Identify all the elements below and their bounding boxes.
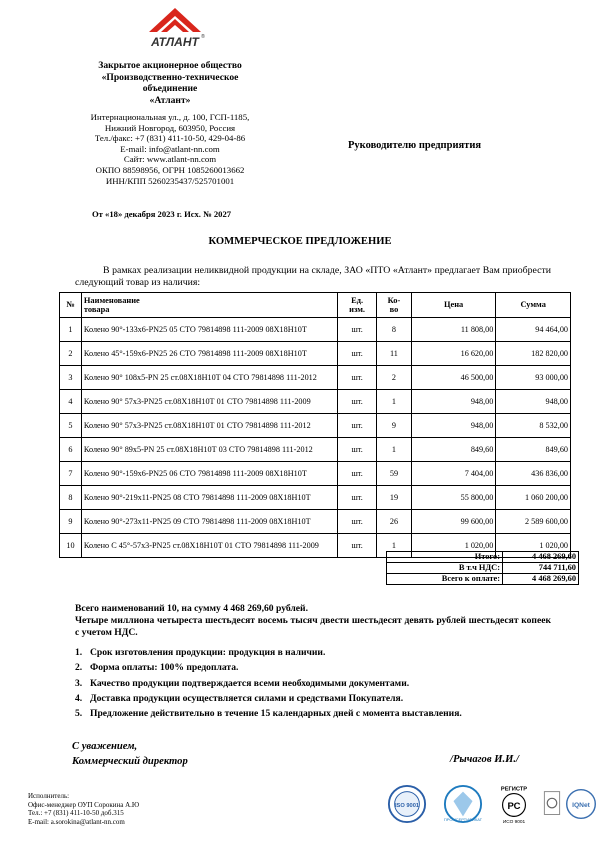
executor-email[interactable]: E-mail: a.sorokina@atlant-nn.com bbox=[28, 817, 125, 826]
company-line: Закрытое акционерное общество bbox=[98, 60, 242, 71]
cell-num: 2 bbox=[60, 342, 82, 366]
total-label: Итого: bbox=[387, 552, 503, 563]
address-line: Интернациональная ул., д. 100, ГСП-1185, bbox=[90, 112, 250, 122]
table-row bbox=[60, 414, 571, 438]
conditions-list bbox=[75, 647, 565, 723]
table-row bbox=[60, 390, 571, 414]
table-row bbox=[60, 510, 571, 534]
cell-sum: 1 060 200,00 bbox=[496, 486, 571, 510]
okpo-line: ОКПО 88598956, ОГРН 1085260013662 bbox=[95, 164, 245, 175]
cell-num: 8 bbox=[60, 486, 82, 510]
cell-unit: шт. bbox=[338, 318, 377, 342]
cell-unit: шт. bbox=[338, 510, 377, 534]
svg-text:РЕГИСТР: РЕГИСТР bbox=[500, 786, 528, 793]
svg-text:ПРОМСЕРТИФИКАТ: ПРОМСЕРТИФИКАТ bbox=[443, 817, 483, 823]
regards-text: С уважением, bbox=[72, 741, 138, 752]
cell-unit: шт. bbox=[338, 438, 377, 462]
vat-row bbox=[387, 563, 579, 574]
svg-text:ИСО 9001: ИСО 9001 bbox=[502, 820, 526, 824]
summary-total: Всего наименований 10, на сумму 4 468 269,60 рублей. bbox=[75, 603, 308, 614]
company-name bbox=[90, 60, 250, 106]
total-row bbox=[387, 552, 579, 563]
cell-name: Колено 90°-133х6-PN25 05 СТО 79814898 111-2009 08Х18Н10Т bbox=[81, 318, 337, 342]
cell-sum: 436 836,00 bbox=[496, 462, 571, 486]
header-price: Цена bbox=[411, 293, 495, 318]
cell-sum: 94 464,00 bbox=[496, 318, 571, 342]
condition-item: 1. Срок изготовления продукции: продукция в наличии. bbox=[75, 647, 326, 658]
signer-position: Коммерческий директор bbox=[72, 756, 188, 767]
condition-item: 4. Доставка продукции осуществляется силами и средствами Покупателя. bbox=[75, 692, 404, 704]
address-line: Нижний Новгород, 603950, Россия bbox=[104, 122, 236, 133]
due-row bbox=[387, 574, 579, 585]
cell-unit: шт. bbox=[338, 366, 377, 390]
header-sum: Сумма bbox=[496, 293, 571, 318]
cell-num: 5 bbox=[60, 414, 82, 438]
cell-num: 1 bbox=[60, 318, 82, 342]
total-value: 4 468 269,60 bbox=[503, 552, 579, 563]
executor-phone: Тел.: +7 (831) 411-10-50 доб.315 bbox=[28, 809, 124, 818]
russian-register-iso-badge bbox=[386, 784, 428, 824]
cell-name: Колено 45°-159х6-PN25 26 СТО 79814898 111-2009 08Х18Н10Т bbox=[81, 342, 337, 366]
register-iso-badge bbox=[494, 784, 534, 824]
totals-table bbox=[386, 551, 579, 585]
cell-num: 3 bbox=[60, 366, 82, 390]
executor-name: Офис-менеджер ОУП Сорокина А.Ю bbox=[28, 800, 140, 809]
table-row bbox=[60, 462, 571, 486]
cell-name: Колено 90°-159х6-PN25 06 СТО 79814898 111-2009 08Х18Н10Т bbox=[81, 462, 337, 486]
cell-price: 16 620,00 bbox=[411, 342, 495, 366]
summary bbox=[75, 603, 551, 639]
company-contacts bbox=[85, 112, 255, 186]
signature-block bbox=[72, 739, 188, 769]
signer-name: /Рычагов И.И./ bbox=[450, 754, 519, 765]
atlant-logo bbox=[143, 6, 207, 54]
header-name: Наименование товара bbox=[81, 293, 337, 318]
cell-unit: шт. bbox=[338, 390, 377, 414]
condition-item: 3. Качество продукции подтверждается всеми необходимыми документами. bbox=[75, 677, 410, 689]
vat-value: 744 711,60 bbox=[503, 563, 579, 574]
certification-mark-badge bbox=[542, 784, 562, 824]
items-table bbox=[59, 292, 571, 558]
cell-name: Колено 90° 57х3-PN25 ст.08Х18Н10Т 01 СТО 79814898 111-2012 bbox=[81, 414, 337, 438]
header-qty: Ко- во bbox=[377, 293, 412, 318]
cell-name: Колено 90° 57х3-PN25 ст.08Х18Н10Т 01 СТО 79814898 111-2009 bbox=[81, 390, 337, 414]
vat-label: В т.ч НДС: bbox=[387, 563, 503, 574]
cell-qty: 19 bbox=[377, 486, 412, 510]
cell-name: Колено 90° 108х5-PN 25 ст.08Х18Н10Т 04 СТО 79814898 111-2012 bbox=[81, 366, 337, 390]
cell-unit: шт. bbox=[338, 534, 377, 558]
cell-sum: 93 000,00 bbox=[496, 366, 571, 390]
cell-price: 948,00 bbox=[411, 414, 495, 438]
table-header-row bbox=[60, 293, 571, 318]
intro-paragraph: В рамках реализации неликвидной продукции на складе, ЗАО «ПТО «Атлант» предлагает Вам приобрести следующий товар из наличия: bbox=[75, 265, 551, 288]
website-link[interactable]: Сайт: www.atlant-nn.com bbox=[123, 154, 217, 165]
cell-unit: шт. bbox=[338, 414, 377, 438]
recipient: Руководителю предприятия bbox=[348, 140, 482, 151]
cell-qty: 8 bbox=[377, 318, 412, 342]
iqnet-badge bbox=[564, 784, 598, 824]
cell-price: 948,00 bbox=[411, 390, 495, 414]
cell-price: 849,60 bbox=[411, 438, 495, 462]
condition-item: 2. Форма оплаты: 100% предоплата. bbox=[75, 662, 239, 674]
cell-sum: 849,60 bbox=[496, 438, 571, 462]
company-line: объединение bbox=[142, 83, 198, 94]
table-row bbox=[60, 342, 571, 366]
header-num: № bbox=[60, 293, 82, 318]
email-link[interactable]: E-mail: info@atlant-nn.com bbox=[120, 143, 220, 154]
cell-qty: 1 bbox=[377, 438, 412, 462]
cell-price: 7 404,00 bbox=[411, 462, 495, 486]
table-row bbox=[60, 438, 571, 462]
cell-unit: шт. bbox=[338, 486, 377, 510]
cell-qty: 59 bbox=[377, 462, 412, 486]
cell-sum: 182 820,00 bbox=[496, 342, 571, 366]
cell-num: 4 bbox=[60, 390, 82, 414]
summary-in-words: Четыре миллиона четыреста шестьдесят восемь тысяч двести шестьдесят девять рублей шестьдесят копеек с учетом НДС. bbox=[75, 615, 551, 638]
cell-name: Колено 90° 89х5-PN 25 ст.08Х18Н10Т 03 СТО 79814898 111-2012 bbox=[81, 438, 337, 462]
phone-line: Тел./факс: +7 (831) 411-10-50, 429-04-86 bbox=[94, 133, 246, 144]
promsertifikat-badge bbox=[440, 784, 486, 824]
company-line: «Атлант» bbox=[149, 94, 191, 106]
cell-price: 1 020,00 bbox=[411, 534, 495, 558]
cell-qty: 1 bbox=[377, 534, 412, 558]
table-row bbox=[60, 318, 571, 342]
cell-num: 7 bbox=[60, 462, 82, 486]
header-unit: Ед. изм. bbox=[338, 293, 377, 318]
table-row bbox=[60, 366, 571, 390]
cell-sum: 8 532,00 bbox=[496, 414, 571, 438]
registered-mark: ® bbox=[201, 34, 205, 40]
executor-info bbox=[28, 792, 139, 826]
company-line: «Производственно-техническое bbox=[101, 71, 239, 83]
cell-num: 6 bbox=[60, 438, 82, 462]
cell-unit: шт. bbox=[338, 342, 377, 366]
svg-text:РС: РС bbox=[507, 800, 521, 812]
cell-num: 9 bbox=[60, 510, 82, 534]
logo-brand-text: АТЛАНТ bbox=[151, 35, 199, 49]
cell-qty: 1 bbox=[377, 390, 412, 414]
outgoing-reference: От «18» декабря 2023 г. Исх. № 2027 bbox=[92, 209, 232, 219]
cell-unit: шт. bbox=[338, 462, 377, 486]
svg-text:ISO 9001: ISO 9001 bbox=[394, 802, 420, 809]
document-title: КОММЕРЧЕСКОЕ ПРЕДЛОЖЕНИЕ bbox=[208, 236, 392, 247]
svg-text:IQNet: IQNet bbox=[572, 801, 590, 809]
cell-qty: 9 bbox=[377, 414, 412, 438]
cell-name: Колено 90°-273х11-PN25 09 СТО 79814898 111-2009 08Х18Н10Т bbox=[81, 510, 337, 534]
cell-sum: 948,00 bbox=[496, 390, 571, 414]
due-label: Всего к оплате: bbox=[387, 574, 503, 585]
cell-price: 46 500,00 bbox=[411, 366, 495, 390]
cell-sum: 1 020,00 bbox=[496, 534, 571, 558]
table-row bbox=[60, 486, 571, 510]
cell-qty: 11 bbox=[377, 342, 412, 366]
executor-label: Исполнитель: bbox=[28, 792, 70, 800]
inn-line: ИНН/КПП 5260235437/525701001 bbox=[105, 175, 235, 186]
condition-item: 5. Предложение действительно в течение 15 календарных дней с момента выставления. bbox=[75, 708, 462, 720]
cell-price: 55 800,00 bbox=[411, 486, 495, 510]
cell-price: 11 808,00 bbox=[411, 318, 495, 342]
cell-name: Колено С 45°-57х3-PN25 ст.08Х18Н10Т 01 СТО 79814898 111-2009 bbox=[81, 534, 337, 558]
cell-sum: 2 589 600,00 bbox=[496, 510, 571, 534]
due-value: 4 468 269,60 bbox=[503, 574, 579, 585]
cell-qty: 26 bbox=[377, 510, 412, 534]
cell-num: 10 bbox=[60, 534, 82, 558]
cell-name: Колено 90°-219х11-PN25 08 СТО 79814898 111-2009 08Х18Н10Т bbox=[81, 486, 337, 510]
cell-qty: 2 bbox=[377, 366, 412, 390]
cell-price: 99 600,00 bbox=[411, 510, 495, 534]
